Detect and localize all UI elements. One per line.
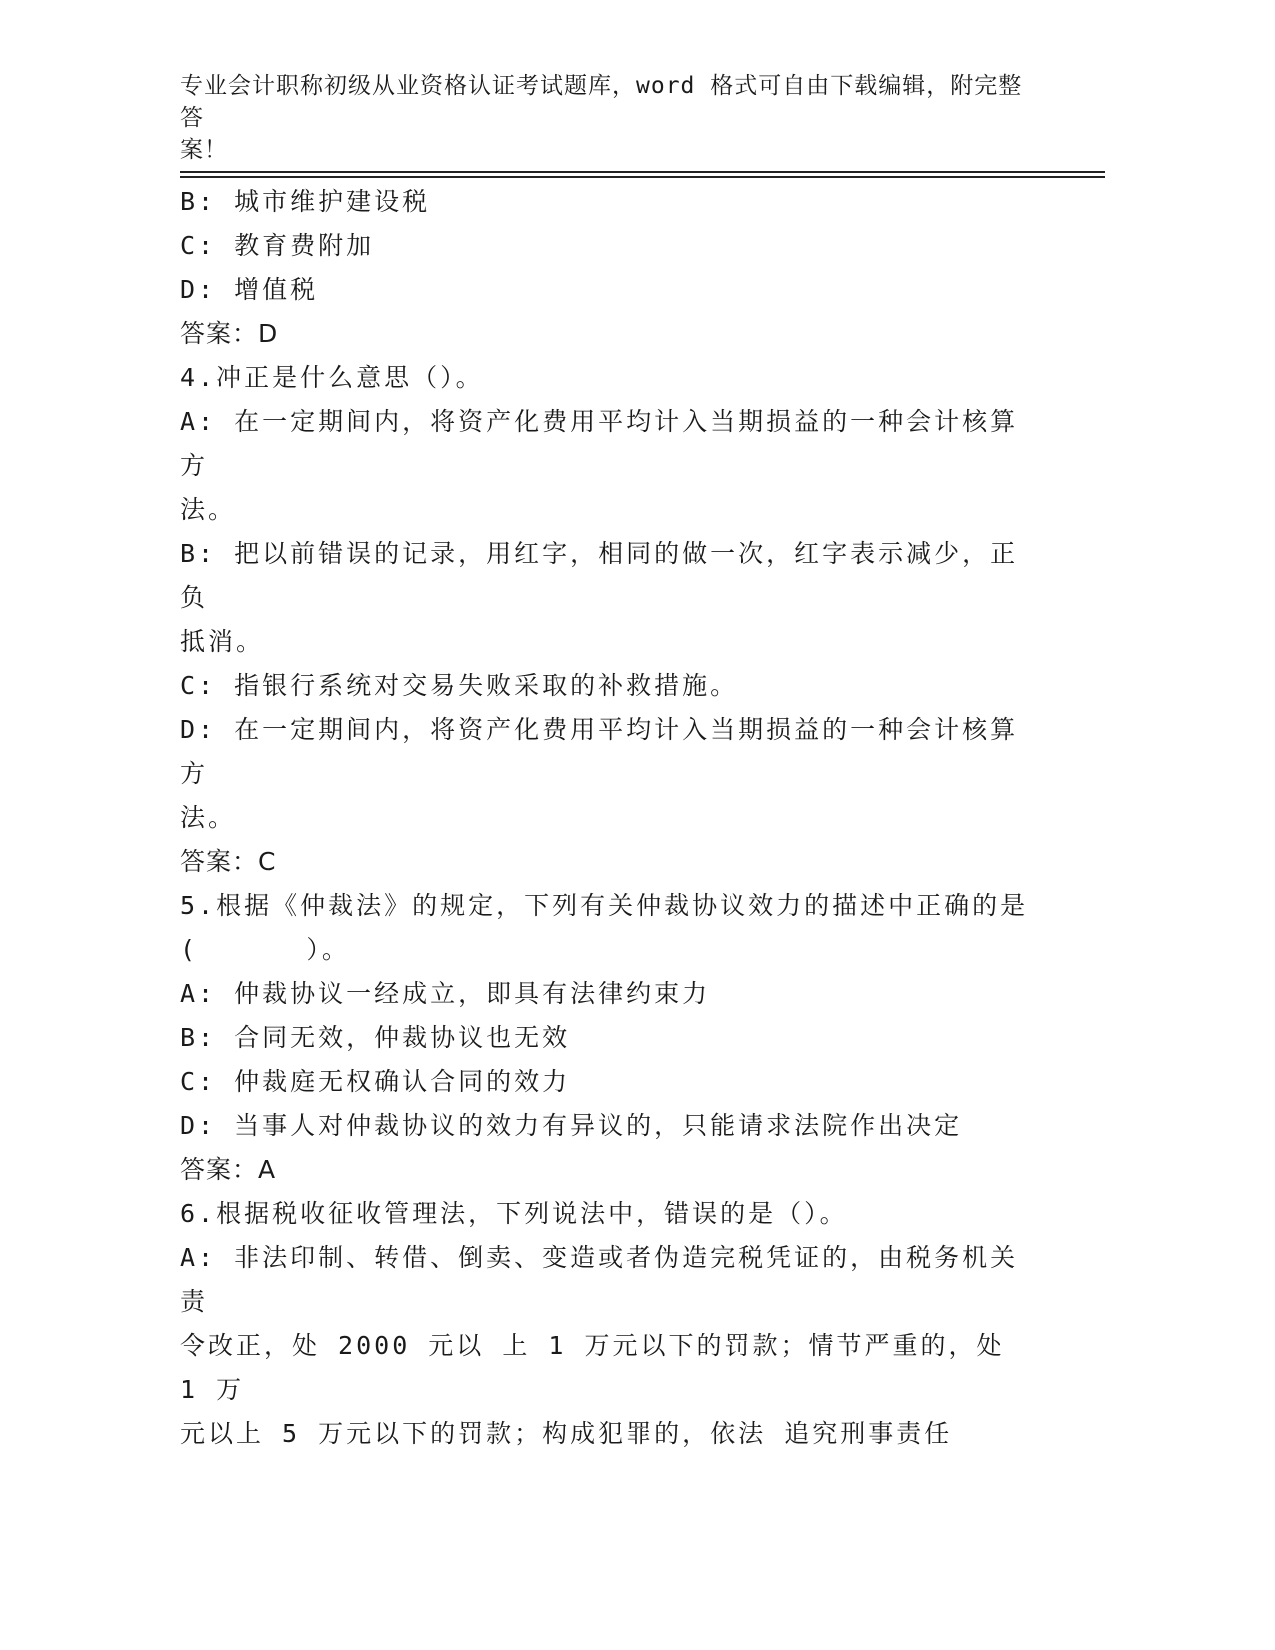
header-line-2: 案！ [180,137,228,163]
header-divider-top [180,171,1105,173]
option-c: C: 教育费附加 [180,231,375,260]
option-a: A: 仲裁协议一经成立，即具有法律约束力 [180,979,711,1008]
answer-label: 答案：A [180,1155,277,1184]
option-d-line-2: 法。 [180,803,237,832]
option-a-line-1: A: 非法印制、转借、倒卖、变造或者伪造完税凭证的，由税务机关责 [180,1243,1019,1316]
question-4 [180,356,1030,884]
option-d: D: 当事人对仲裁协议的效力有异议的，只能请求法院作出决定 [180,1111,963,1140]
option-a-line-3: 元以上 5 万元以下的罚款；构成犯罪的，依法 追究刑事责任 [180,1419,953,1448]
option-d: D: 增值税 [180,275,319,304]
header-line-1: 专业会计职称初级从业资格认证考试题库，word 格式可自由下载编辑，附完整答 [180,73,1023,131]
question-5 [180,884,1030,1192]
option-a-line-2: 法。 [180,495,237,524]
answer-label: 答案：C [180,847,277,876]
option-a-line-2: 令改正，处 2000 元以 上 1 万元以下的罚款；情节严重的，处 1 万 [180,1331,1005,1404]
question-content [180,180,1030,1456]
question-6 [180,1192,1030,1456]
option-c: C: 仲裁庭无权确认合同的效力 [180,1067,571,1096]
question-stem-line-2: ( ）。 [180,935,350,964]
option-d-line-1: D: 在一定期间内，将资产化费用平均计入当期损益的一种会计核算方 [180,715,1019,788]
option-b-line-2: 抵消。 [180,627,265,656]
option-c: C: 指银行系统对交易失败采取的补救措施。 [180,671,739,700]
header-divider-bottom [180,176,1105,178]
question-stem: 6.根据税收征收管理法，下列说法中，错误的是（）。 [180,1199,848,1228]
option-b: B: 城市维护建设税 [180,187,431,216]
option-b: B: 合同无效，仲裁协议也无效 [180,1023,571,1052]
page-header [180,70,1030,166]
option-b-line-1: B: 把以前错误的记录，用红字，相同的做一次，红字表示减少，正负 [180,539,1019,612]
question-stem: 4.冲正是什么意思（）。 [180,363,484,392]
question-stem-line-1: 5.根据《仲裁法》的规定，下列有关仲裁协议效力的描述中正确的是 [180,891,1029,920]
answer-label: 答案：D [180,319,279,348]
option-a-line-1: A: 在一定期间内，将资产化费用平均计入当期损益的一种会计核算方 [180,407,1019,480]
question-3-tail [180,180,1030,356]
